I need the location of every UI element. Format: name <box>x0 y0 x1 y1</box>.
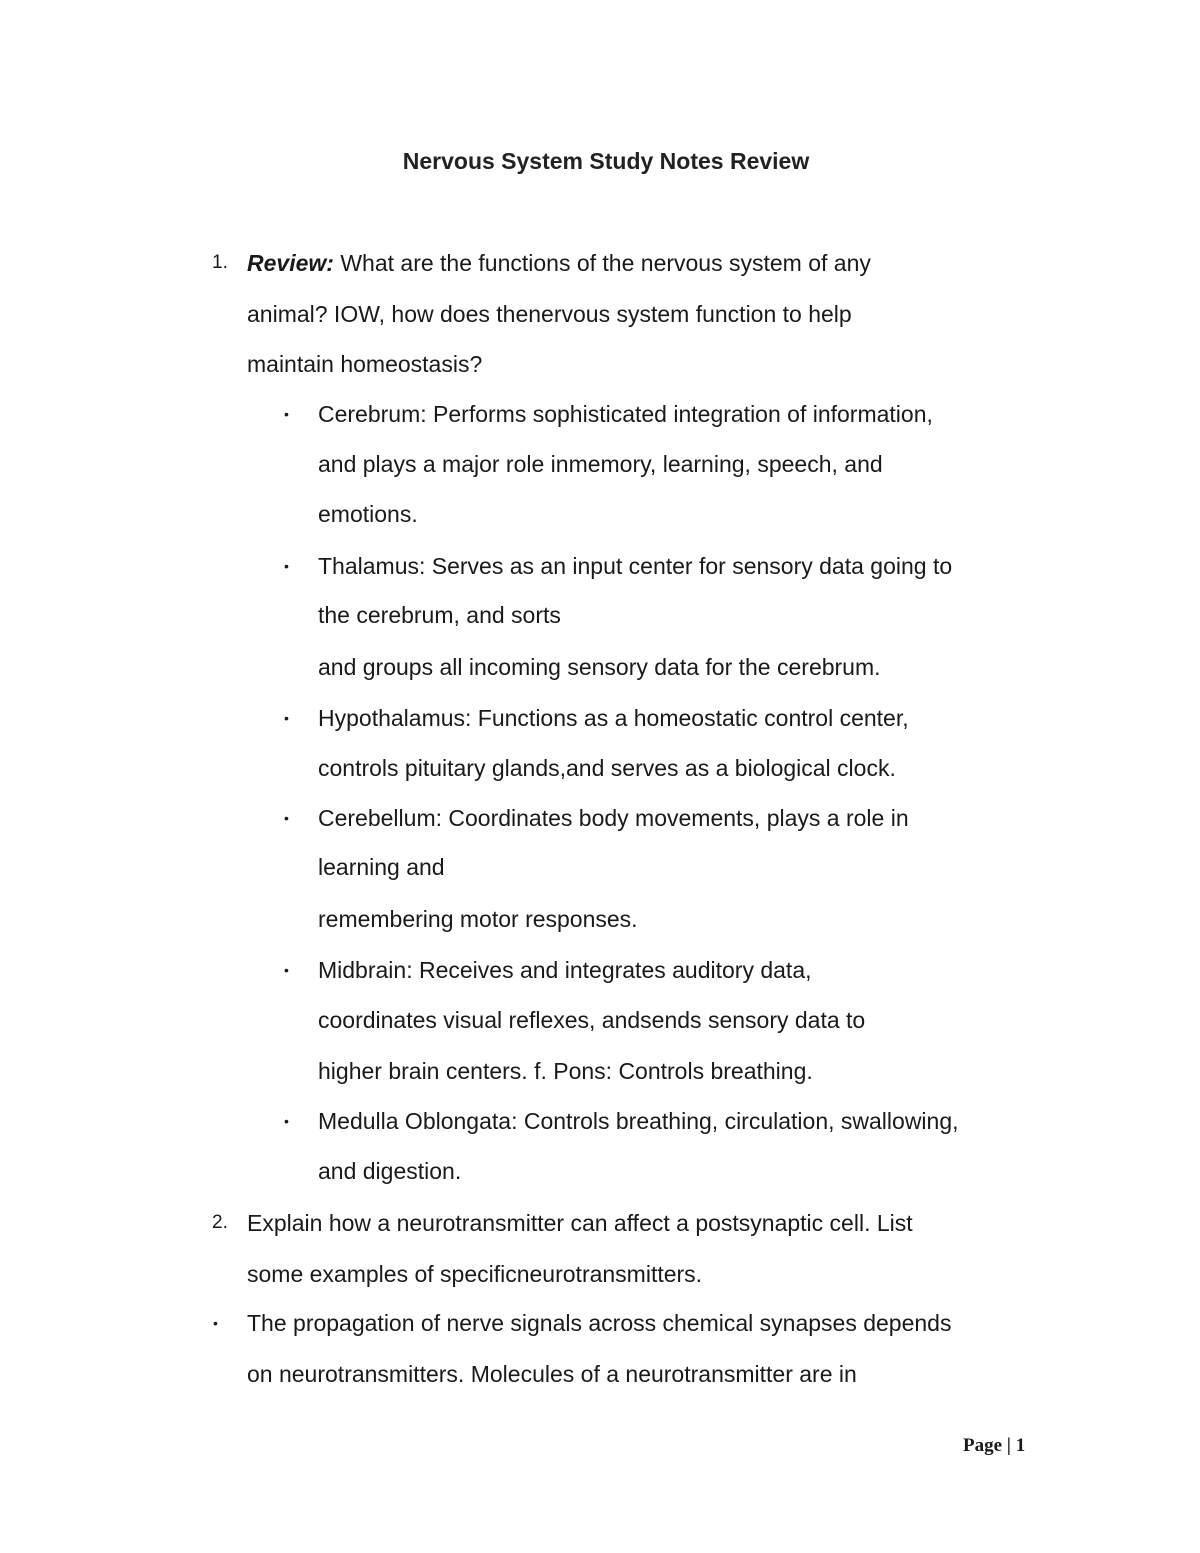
question-1-text-1: What are the functions of the nervous system of any <box>333 250 871 276</box>
bullet-thalamus-line-3: and groups all incoming sensory data for the cerebrum. <box>318 654 881 680</box>
bullet-midbrain-line-1: Midbrain: Receives and integrates auditory data, <box>318 957 812 983</box>
bullet-icon: • <box>284 558 289 574</box>
bullet-cerebrum-line-1: Cerebrum: Performs sophisticated integration of information, <box>318 401 933 427</box>
bullet-cerebellum-line-2: learning and <box>318 854 445 880</box>
page-number: 1 <box>1015 1435 1026 1456</box>
bullet-hypothalamus-line-1: Hypothalamus: Functions as a homeostatic control center, <box>318 705 909 731</box>
bullet-cerebellum-line-1: Cerebellum: Coordinates body movements, plays a role in <box>318 805 909 831</box>
bullet-cerebrum-line-3: emotions. <box>318 501 418 527</box>
question-2-line-1: Explain how a neurotransmitter can affect a postsynaptic cell. List <box>247 1210 913 1236</box>
bullet-medulla-line-2: and digestion. <box>318 1158 462 1184</box>
question-1-line-3: maintain homeostasis? <box>247 351 483 377</box>
question-1-line-2: animal? IOW, how does thenervous system function to help <box>247 301 852 327</box>
page-footer <box>963 1430 1025 1462</box>
question-1-line-1 <box>247 245 871 281</box>
page-label: Page <box>963 1435 1003 1456</box>
bullet-icon: • <box>284 406 289 422</box>
answer-2-line-2: on neurotransmitters. Molecules of a neurotransmitter are in <box>247 1361 857 1387</box>
bullet-midbrain-line-3: higher brain centers. f. Pons: Controls breathing. <box>318 1058 813 1084</box>
bullet-icon: • <box>284 810 289 826</box>
bullet-thalamus-line-1: Thalamus: Serves as an input center for sensory data going to <box>318 553 953 579</box>
bullet-cerebellum-line-3: remembering motor responses. <box>318 906 638 932</box>
bullet-medulla-line-1: Medulla Oblongata: Controls breathing, circulation, swallowing, <box>318 1108 959 1134</box>
bullet-icon: • <box>284 710 289 726</box>
bullet-icon: • <box>213 1315 218 1331</box>
bullet-thalamus-line-2: the cerebrum, and sorts <box>318 602 561 628</box>
bullet-icon: • <box>284 1113 289 1129</box>
question-1-number: 1. <box>212 252 228 273</box>
question-2-number: 2. <box>212 1212 228 1233</box>
page-separator: | <box>1006 1435 1011 1456</box>
bullet-cerebrum-line-2: and plays a major role inmemory, learning, speech, and <box>318 451 883 477</box>
bullet-midbrain-line-2: coordinates visual reflexes, andsends sensory data to <box>318 1007 866 1033</box>
page-title: Nervous System Study Notes Review <box>402 148 810 174</box>
bullet-hypothalamus-line-2: controls pituitary glands,and serves as a biological clock. <box>318 755 896 781</box>
bullet-icon: • <box>284 962 289 978</box>
question-1-lead: Review: <box>247 250 334 276</box>
question-2-line-2: some examples of specificneurotransmitters. <box>247 1261 703 1287</box>
answer-2-line-1: The propagation of nerve signals across chemical synapses depends <box>247 1310 952 1336</box>
